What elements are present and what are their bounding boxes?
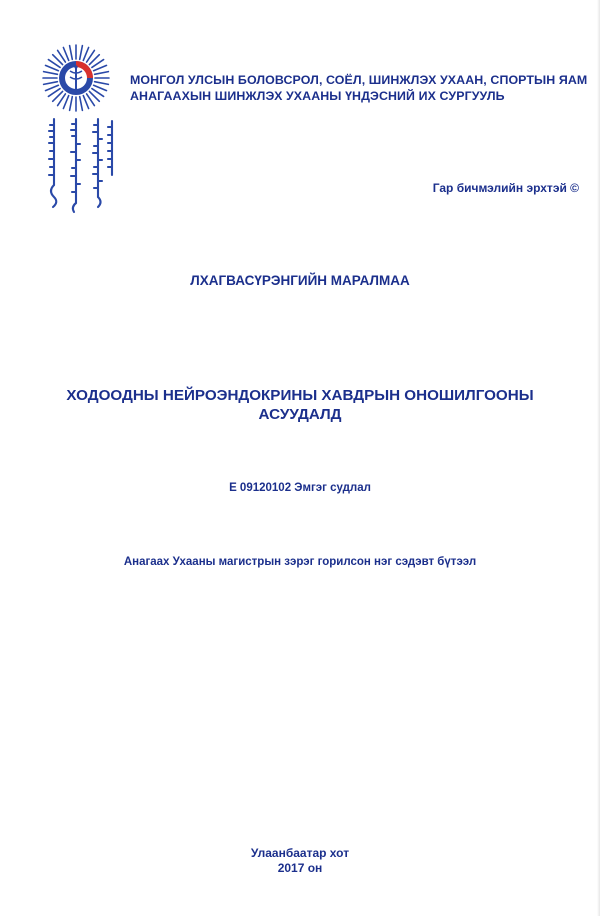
ministry-name: МОНГОЛ УЛСЫН БОЛОВСРОЛ, СОЁЛ, ШИНЖЛЭХ УХААН, СПОРТЫН ЯАМ [130,73,588,87]
institution-header [130,72,590,104]
thesis-title-line-2: АСУУДАЛД [258,406,342,423]
specialty-code: Е 09120102 Эмгэг судлал [229,482,371,494]
degree-statement: Анагаах Ухааны магистрын зэрэг горилсон нэг сэдэвт бүтээл [123,556,477,568]
place-and-year [0,846,600,876]
author-name: ЛХАГВАСҮРЭНГИЙН МАРАЛМАА [190,273,410,288]
mongolian-script-seal [40,115,120,215]
year: 2017 он [277,861,323,875]
thesis-title [20,386,580,424]
city-name: Улаанбаатар хот [250,846,350,860]
thesis-title-line-1: ХОДООДНЫ НЕЙРОЭНДОКРИНЫ ХАВДРЫН ОНОШИЛГООНЫ [66,387,534,404]
copyright-note: Гар бичмэлийн эрхтэй © [432,181,579,195]
university-emblem-icon [40,42,112,114]
university-name: АНАГААХЫН ШИНЖЛЭХ УХААНЫ ҮНДЭСНИЙ ИХ СУРГУУЛЬ [130,89,505,103]
